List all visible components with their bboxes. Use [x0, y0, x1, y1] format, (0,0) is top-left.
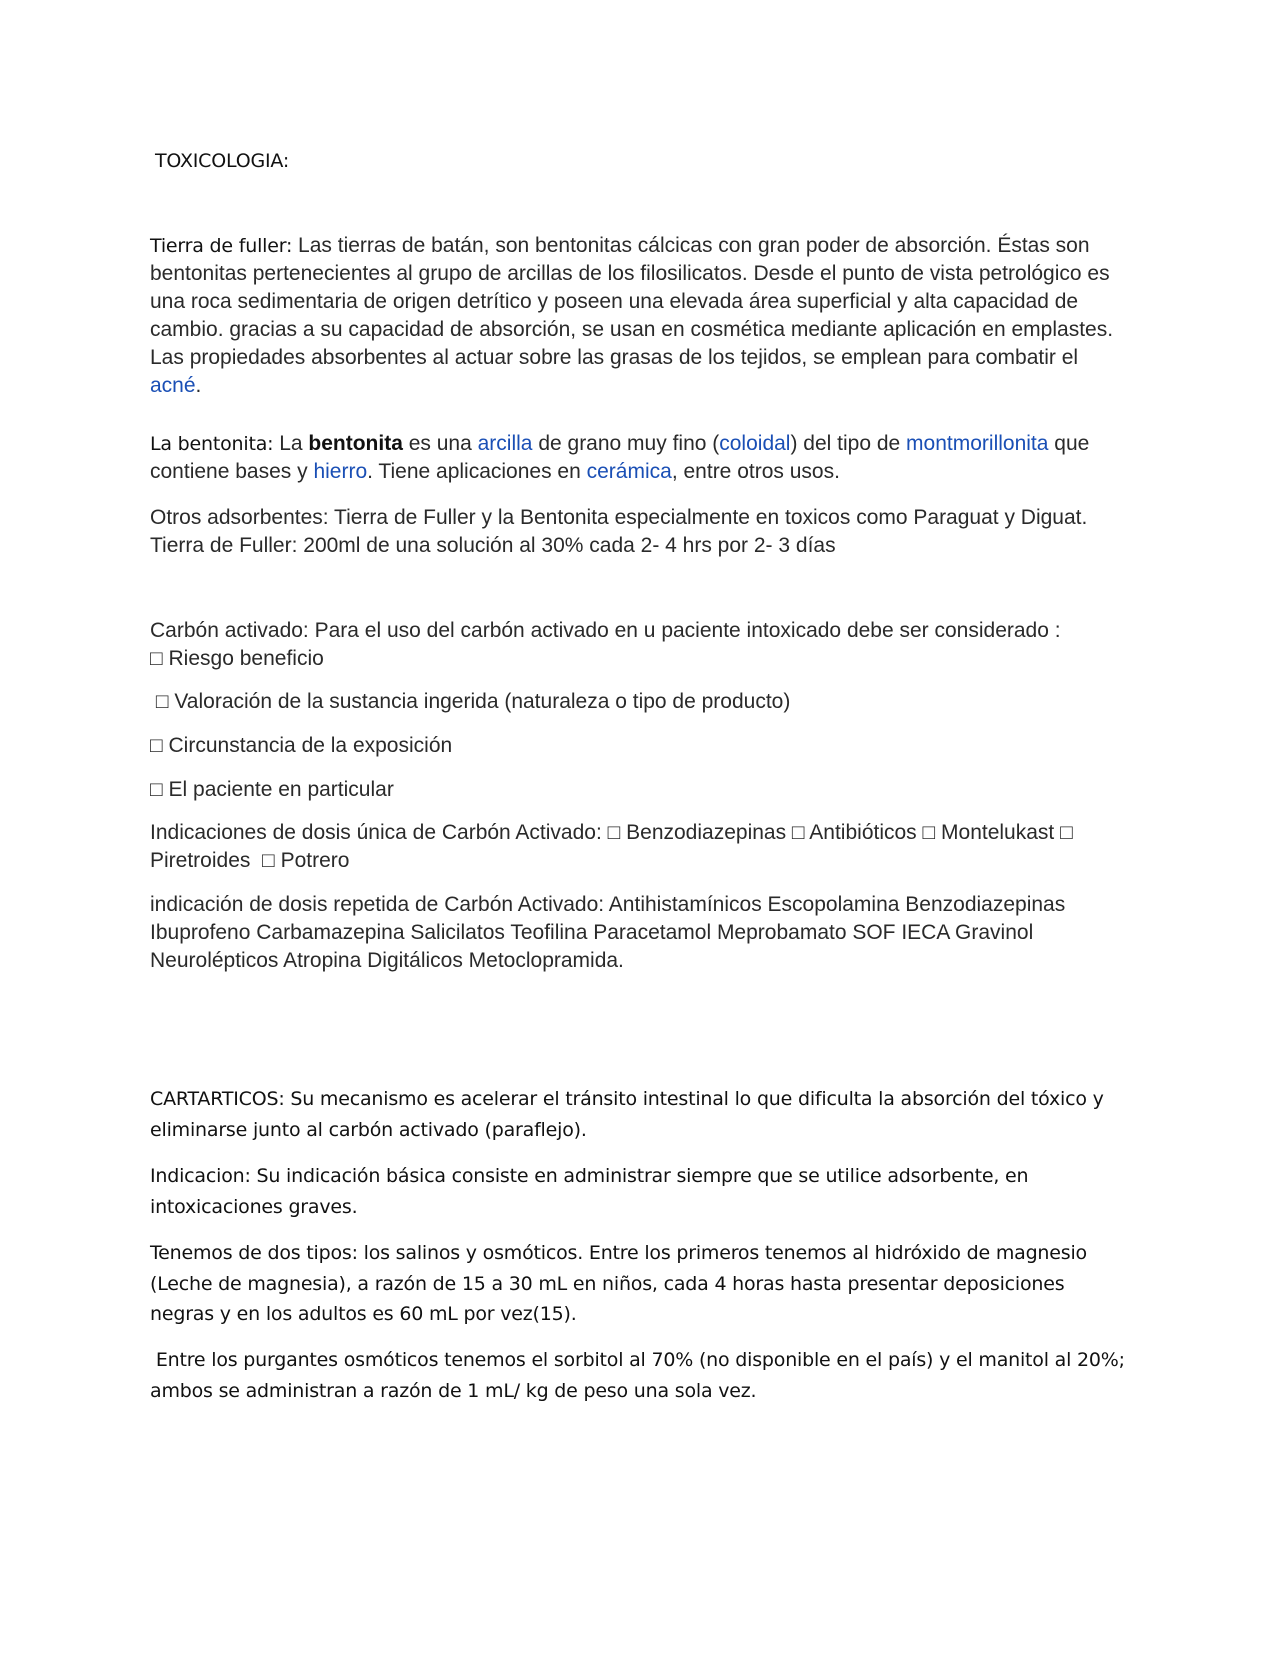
- catarticos-mecanismo: CARTARTICOS: Su mecanismo es acelerar el tránsito intestinal lo que dificulta la absorción del tóxico y eliminarse junto al carbón activado (paraflejo).: [150, 1088, 1104, 1141]
- carbon-dosis-repetida: indicación de dosis repetida de Carbón Activado: Antihistamínicos Escopolamina Benzodiazepinas Ibuprofeno Carbamazepina Salicilatos Teofilina Paracetamol Meprobamato SOF IECA Gravinol Neurolépticos Atropina Digitálicos Metoclopramida.: [150, 893, 1066, 972]
- fuller-label: Tierra de fuller:: [150, 235, 293, 257]
- link-ceramica[interactable]: cerámica: [586, 460, 672, 483]
- bentonita-t4: ) del tipo de: [790, 432, 907, 455]
- paragraph-tierra-fuller: [150, 232, 1130, 400]
- catarticos-indicacion: Indicacion: Su indicación básica consiste en administrar siempre que se utilice adsorbente, en intoxicaciones graves.: [150, 1165, 1029, 1218]
- carbon-item-valoracion: □ Valoración de la sustancia ingerida (naturaleza o tipo de producto): [150, 690, 791, 713]
- paragraph-bentonita: [150, 430, 1130, 486]
- carbon-intro-text: Carbón activado: Para el uso del carbón activado en u paciente intoxicado debe ser considerado :: [150, 619, 1061, 642]
- bentonita-t6: . Tiene aplicaciones en: [367, 460, 587, 483]
- carbon-item-circunstancia: □ Circunstancia de la exposición: [150, 734, 453, 757]
- carbon-dosis-unica: Indicaciones de dosis única de Carbón Activado: □ Benzodiazepinas □ Antibióticos □ Montelukast □ Piretroides □ Potrero: [150, 821, 1079, 872]
- catarticos-tipos: Tenemos de dos tipos: los salinos y osmóticos. Entre los primeros tenemos al hidróxido de magnesio (Leche de magnesia), a razón de 15 a 30 mL en niños, cada 4 horas hasta presentar deposiciones negras y en los adultos es 60 mL por vez(15).: [150, 1242, 1087, 1325]
- carbon-item-riesgo: □ Riesgo beneficio: [150, 647, 324, 670]
- bentonita-bold: bentonita: [308, 432, 403, 455]
- paragraph-otros-adsorbentes: Otros adsorbentes: Tierra de Fuller y la Bentonita especialmente en toxicos como Paraguat y Diguat. Tierra de Fuller: 200ml de una solución al 30% cada 2- 4 hrs por 2- 3 días: [150, 506, 1088, 557]
- carbon-intro: [150, 617, 1130, 673]
- catarticos-osmoticos: Entre los purgantes osmóticos tenemos el sorbitol al 70% (no disponible en el país) y el manitol al 20%; ambos se administran a razón de 1 mL/ kg de peso una sola vez.: [150, 1349, 1131, 1402]
- bentonita-t7: , entre otros usos.: [671, 460, 840, 483]
- bentonita-t2: es una: [402, 432, 478, 455]
- bentonita-t1: La: [273, 432, 309, 455]
- carbon-item-paciente: □ El paciente en particular: [150, 778, 394, 801]
- page-title: TOXICOLOGIA:: [155, 150, 290, 172]
- link-coloidal[interactable]: coloidal: [719, 432, 791, 455]
- fuller-text: Las tierras de batán, son bentonitas cálcicas con gran poder de absorción. Éstas son bentonitas pertenecientes al grupo de arcillas de los filosilicatos. Desde el punto de vista petrológico es una roca sedimentaria de origen detrítico y poseen una elevada área superficial y alta capacidad de cambio. gracias a su capacidad de absorción, se usan en cosmética mediante aplicación en emplastes. Las propiedades absorbentes al actuar sobre las grasas de los tejidos, se emplean para combatir el: [150, 234, 1114, 369]
- fuller-end: .: [195, 374, 202, 397]
- bentonita-t5: que contiene bases y: [150, 432, 1090, 483]
- link-arcilla[interactable]: arcilla: [477, 432, 533, 455]
- bentonita-label: La bentonita:: [150, 433, 274, 455]
- link-montmorillonita[interactable]: montmorillonita: [906, 432, 1049, 455]
- link-acne[interactable]: acné: [150, 374, 196, 397]
- link-hierro[interactable]: hierro: [313, 460, 368, 483]
- bentonita-t3: de grano muy fino (: [532, 432, 720, 455]
